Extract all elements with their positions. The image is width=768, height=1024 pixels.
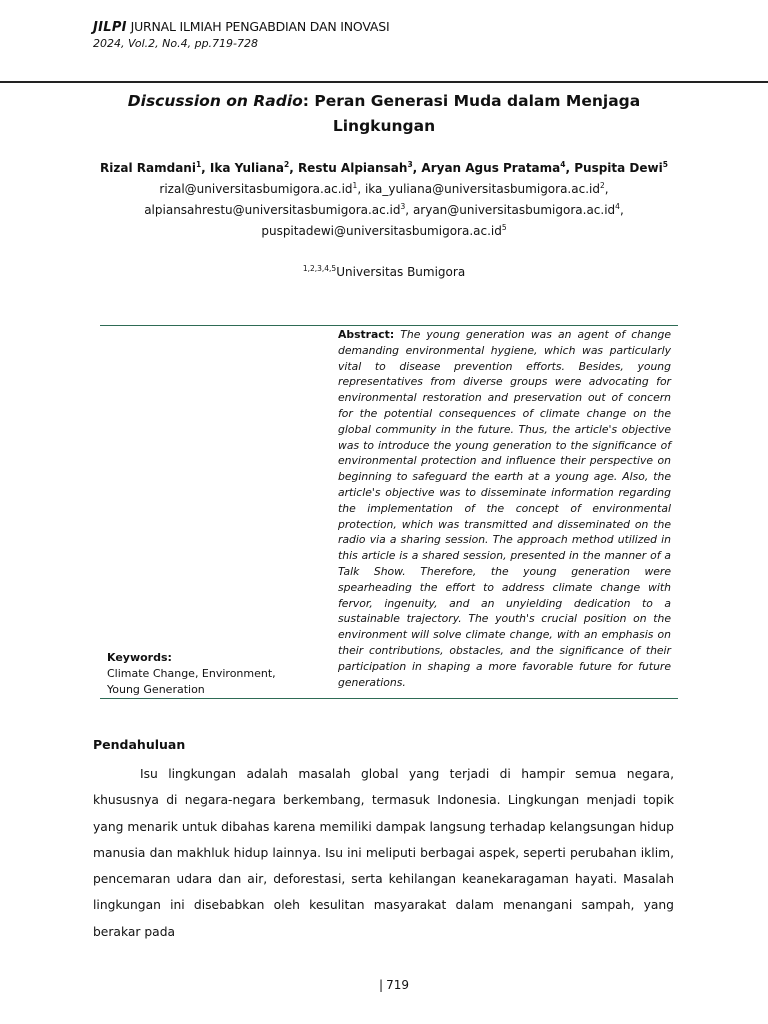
author-list [60,158,708,178]
email-link[interactable]: $rizal@universitasbumigora.ac.id^1$, [159,181,365,196]
abstract-bottom-rule [100,698,678,699]
abstract-block [338,327,671,690]
page-footer [0,978,768,992]
journal-name [93,18,389,36]
title-italic-part: Discussion on Radio [127,92,303,110]
email-link[interactable]: $puspitadewi@universitasbumigora.ac.id^5$ [261,223,507,238]
author: Aryan Agus Pratama$^4$, [421,160,575,175]
affiliation-sup: 1,2,3,4,5 [302,264,337,273]
abstract-top-rule [100,325,678,326]
author: Ika Yuliana$^2$, [209,160,298,175]
email-link[interactable]: $ika\_yuliana@universitasbumigora.ac.id^2$, [364,181,609,196]
author: Rizal Ramdani$^1$, [100,160,210,175]
section-heading: Pendahuluan [93,737,186,752]
author-emails [60,179,708,242]
journal-header [93,18,389,52]
abstract-text: The young generation was an agent of change demanding environmental hygiene, which was particularly vital to disease prevention efforts. Besides, young representatives from diverse groups were advocating for environmental restoration and preservation out of concern for the potential consequences of climate change on the global community in the future. Thus, the article's objective was to introduce the young generation to the significance of environmental protection and influence their perspective on beginning to safeguard the earth at a young age. Also, the article's objective was to disseminate information regarding the implementation of the concept of environmental protection, which was transmitted and disseminated on the radio via a sharing session. The approach method utilized in this article is a shared session, presented in the manner of a Talk Show. Therefore, the young generation were spearheading the effort to address climate change with fervor, ingenuity, and an unyielding dedication to a sustainable trajectory. The youth's crucial position on the environment will solve climate change, with an emphasis on their contributions, obstacles, and the significance of their participation in shaping a more favorable future for future generations. [338,328,671,689]
body-paragraph: Isu lingkungan adalah masalah global yang terjadi di hampir semua negara, khususnya di negara-negara berkembang, termasuk Indonesia. Lingkungan menjadi topik yang menarik untuk dibahas karena memiliki dampak langsung terhadap kelangsungan hidup manusia dan makhluk hidup lainnya. Isu ini meliputi berbagai aspek, seperti perubahan iklim, pencemaran udara dan air, deforestasi, serta kehilangan keanekaragaman hayati. Masalah lingkungan ini disebabkan oleh kesulitan masyarakat dalam menangani sampah, yang berakar pada [93,767,674,939]
title-rest: : Peran Generasi Muda dalam Menjaga Lingkungan [302,92,641,135]
header-divider [0,81,768,83]
author: Puspita Dewi$^5$ [574,160,668,175]
email-link[interactable]: $aryan@universitasbumigora.ac.id^4$, [412,202,624,217]
keyword-line: Climate Change, Environment, [107,667,276,680]
journal-full-name: JURNAL ILMIAH PENGABDIAN DAN INOVASI [126,19,390,34]
abstract-label: Abstract: [338,328,395,341]
keywords-label: Keywords: [107,651,172,664]
issue-info: 2024, Vol.2, No.4, pp.719-728 [93,37,259,50]
footer-bar: | [379,978,384,992]
keywords-block [107,650,307,698]
affiliation-name: Universitas Bumigora [336,265,466,279]
journal-abbreviation: JILPI [93,20,127,35]
affiliation [60,263,708,281]
paper-title [100,89,668,139]
page-number: 719 [386,978,409,992]
author: Restu Alpiansah$^3$, [297,160,422,175]
email-link[interactable]: $alpiansahrestu@universitasbumigora.ac.id^3$, [144,202,413,217]
keyword-line: Young Generation [107,683,205,696]
